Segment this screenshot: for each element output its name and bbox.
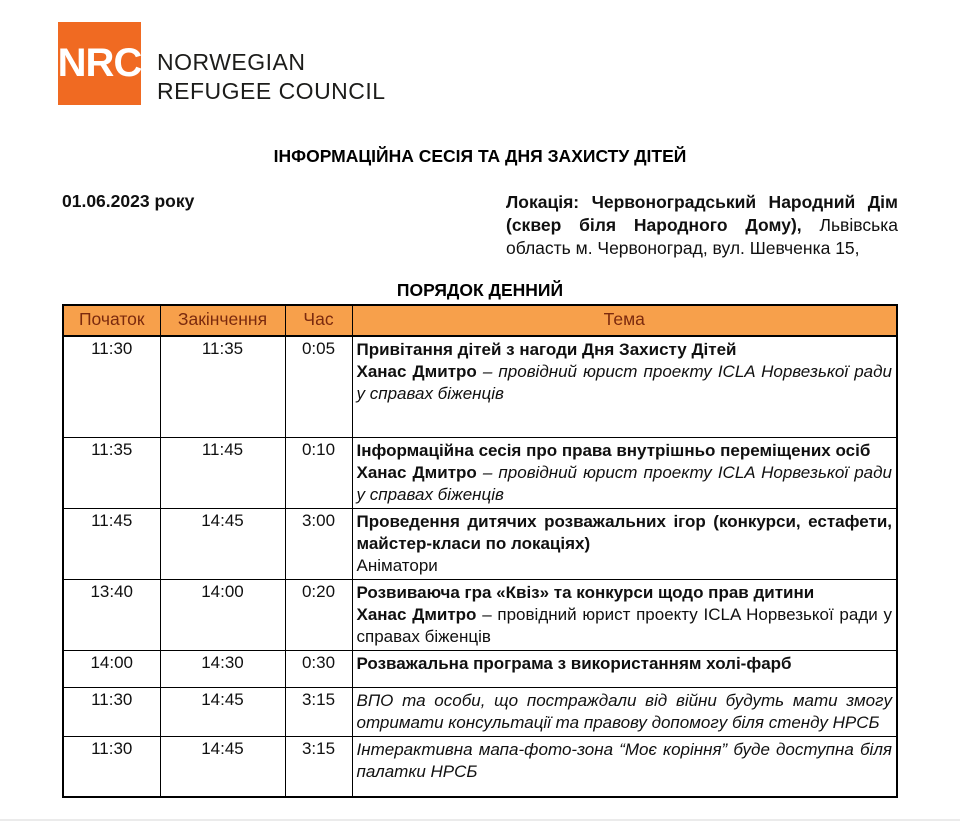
topic-cell <box>352 580 897 651</box>
location-address: Львівська область м. Червоноград, вул. Шевченка 15, <box>506 215 898 258</box>
end-time-cell: 14:45 <box>160 509 285 580</box>
topic-segment: Ханас Дмитро <box>356 605 477 624</box>
topic-segment: Привітання дітей з нагоди Дня Захисту Дітей <box>356 340 737 359</box>
end-time-cell: 14:30 <box>160 651 285 688</box>
table-row <box>63 651 897 688</box>
column-header-3: Тема <box>352 305 897 336</box>
location-label: Локація: Червоноградський Народний Дім (сквер біля Народного Дому), <box>506 192 898 235</box>
table-row <box>63 580 897 651</box>
start-time-cell: 11:45 <box>63 509 160 580</box>
end-time-cell: 11:45 <box>160 438 285 509</box>
document-title: ІНФОРМАЦІЙНА СЕСІЯ ТА ДНЯ ЗАХИСТУ ДІТЕЙ <box>273 146 687 166</box>
start-time-cell: 11:30 <box>63 737 160 798</box>
topic-cell <box>352 688 897 737</box>
topic-cell <box>352 651 897 688</box>
agenda-heading: ПОРЯДОК ДЕННИЙ <box>396 280 564 300</box>
page-edge <box>0 819 960 821</box>
duration-cell: 0:30 <box>285 651 352 688</box>
duration-cell: 0:10 <box>285 438 352 509</box>
topic-segment: Розважальна програма з використанням холі-фарб <box>356 654 792 673</box>
start-time-cell: 14:00 <box>63 651 160 688</box>
topic-cell <box>352 336 897 438</box>
event-location <box>506 191 898 260</box>
topic-segment: Інформаційна сесія про права внутрішньо переміщених осіб <box>356 441 871 460</box>
agenda-table <box>62 304 898 798</box>
org-name-line1: NORWEGIAN <box>157 49 306 75</box>
topic-segment: Ханас Дмитро <box>356 362 477 381</box>
duration-cell: 3:00 <box>285 509 352 580</box>
start-time-cell: 11:30 <box>63 336 160 438</box>
start-time-cell: 11:30 <box>63 688 160 737</box>
topic-segment: – провідний юрист проекту ICLA Норвезької ради у справах біженців <box>356 605 892 646</box>
duration-cell: 3:15 <box>285 688 352 737</box>
topic-segment: Аніматори <box>356 556 438 575</box>
start-time-cell: 13:40 <box>63 580 160 651</box>
meta-row <box>0 191 960 260</box>
event-date: 01.06.2023 року <box>62 191 195 211</box>
end-time-cell: 14:45 <box>160 737 285 798</box>
duration-cell: 0:20 <box>285 580 352 651</box>
column-header-1: Закінчення <box>160 305 285 336</box>
start-time-cell: 11:35 <box>63 438 160 509</box>
end-time-cell: 11:35 <box>160 336 285 438</box>
topic-segment: Розвиваюча гра «Квіз» та конкурси щодо прав дитини <box>356 583 815 602</box>
duration-cell: 3:15 <box>285 737 352 798</box>
column-header-2: Час <box>285 305 352 336</box>
table-row <box>63 509 897 580</box>
column-header-0: Початок <box>63 305 160 336</box>
topic-segment: ВПО та особи, що постраждали від війни будуть мати змогу отримати консультації та правову допомогу біля стенду НРСБ <box>356 691 892 732</box>
nrc-logo <box>0 0 960 106</box>
topic-segment: Проведення дитячих розважальних ігор (конкурси, естафети, майстер-класи по локаціях) <box>356 512 892 553</box>
topic-segment: Інтерактивна мапа-фото-зона “Моє коріння” буде доступна біля палатки НРСБ <box>356 740 892 781</box>
duration-cell: 0:05 <box>285 336 352 438</box>
org-name-line2: REFUGEE COUNCIL <box>157 78 386 104</box>
table-row <box>63 336 897 438</box>
table-row <box>63 438 897 509</box>
topic-cell <box>352 438 897 509</box>
table-header-row <box>63 305 897 336</box>
topic-cell <box>352 509 897 580</box>
table-row <box>63 688 897 737</box>
nrc-logo-mark <box>58 22 141 105</box>
end-time-cell: 14:00 <box>160 580 285 651</box>
table-row <box>63 737 897 798</box>
topic-cell <box>352 737 897 798</box>
topic-segment: Ханас Дмитро <box>356 463 477 482</box>
nrc-logo-wordmark <box>157 48 386 106</box>
topic-segment: – провідний юрист проекту ICLA Норвезької ради у справах біженців <box>356 463 892 504</box>
end-time-cell: 14:45 <box>160 688 285 737</box>
topic-segment: – провідний юрист проекту ICLA Норвезької ради у справах біженців <box>356 362 892 403</box>
nrc-logo-acronym: NRC <box>57 41 142 85</box>
